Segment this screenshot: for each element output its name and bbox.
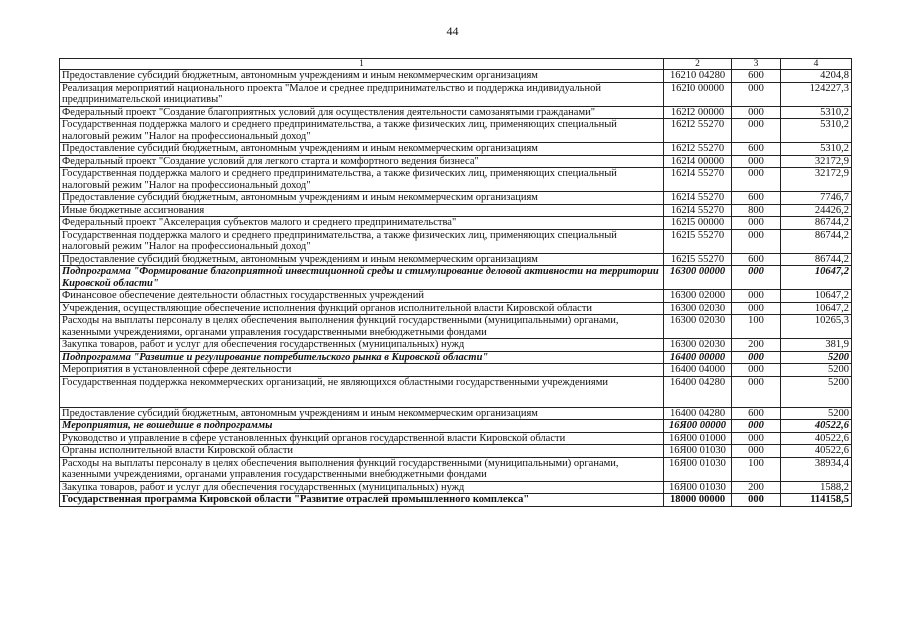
vr-code-cell: 000 bbox=[732, 266, 781, 290]
amount-cell: 1588,2 bbox=[781, 481, 852, 494]
amount-cell: 381,9 bbox=[781, 339, 852, 352]
vr-code-cell: 200 bbox=[732, 481, 781, 494]
amount-cell: 24426,2 bbox=[781, 204, 852, 217]
table-row bbox=[60, 155, 852, 168]
row-name-cell: Предоставление субсидий бюджетным, автономным учреждениям и иным некоммерческим организациям bbox=[60, 407, 664, 420]
table-row bbox=[60, 494, 852, 507]
table-body bbox=[60, 70, 852, 507]
table-row bbox=[60, 376, 852, 407]
vr-code-cell: 000 bbox=[732, 229, 781, 253]
table-row bbox=[60, 119, 852, 143]
amount-cell: 10647,2 bbox=[781, 290, 852, 303]
csr-code-cell: 16300 02030 bbox=[664, 315, 732, 339]
csr-code-cell: 16300 00000 bbox=[664, 266, 732, 290]
amount-cell: 7746,7 bbox=[781, 192, 852, 205]
table-row bbox=[60, 339, 852, 352]
row-name-cell: Федеральный проект "Акселерация субъектов малого и среднего предпринимательства" bbox=[60, 217, 664, 230]
vr-code-cell: 600 bbox=[732, 70, 781, 83]
amount-cell: 40522,6 bbox=[781, 432, 852, 445]
table-row bbox=[60, 351, 852, 364]
csr-code-cell: 16300 02030 bbox=[664, 302, 732, 315]
vr-code-cell: 000 bbox=[732, 168, 781, 192]
amount-cell: 86744,2 bbox=[781, 217, 852, 230]
row-name-cell: Государственная поддержка малого и среднего предпринимательства, а также физических лиц, применяющих специальный налоговый режим "Налог на профессиональный доход" bbox=[60, 229, 664, 253]
row-name-cell: Государственная поддержка малого и среднего предпринимательства, а также физических лиц, применяющих специальный налоговый режим "Налог на профессиональный доход" bbox=[60, 168, 664, 192]
row-name-cell: Федеральный проект "Создание благоприятных условий для осуществления деятельности самозанятыми гражданами" bbox=[60, 106, 664, 119]
csr-code-cell: 18000 00000 bbox=[664, 494, 732, 507]
row-name-cell: Государственная поддержка малого и среднего предпринимательства, а также физических лиц, применяющих специальный налоговый режим "Налог на профессиональный доход" bbox=[60, 119, 664, 143]
vr-code-cell: 000 bbox=[732, 420, 781, 433]
table-row bbox=[60, 407, 852, 420]
row-name-cell: Реализация мероприятий национального проекта "Малое и среднее предпринимательство и поддержка индивидуальной предпринимательской инициативы" bbox=[60, 82, 664, 106]
csr-code-cell: 16400 00000 bbox=[664, 351, 732, 364]
vr-code-cell: 000 bbox=[732, 351, 781, 364]
row-name-cell: Мероприятия, не вошедшие в подпрограммы bbox=[60, 420, 664, 433]
column-number: 3 bbox=[732, 59, 781, 70]
vr-code-cell: 000 bbox=[732, 82, 781, 106]
table-row bbox=[60, 315, 852, 339]
csr-code-cell: 162I5 00000 bbox=[664, 217, 732, 230]
vr-code-cell: 600 bbox=[732, 143, 781, 156]
column-number: 2 bbox=[664, 59, 732, 70]
csr-code-cell: 162I5 55270 bbox=[664, 253, 732, 266]
row-name-cell: Государственная поддержка некоммерческих организаций, не являющихся областными государственными учреждениями bbox=[60, 376, 664, 407]
vr-code-cell: 000 bbox=[732, 155, 781, 168]
csr-code-cell: 16300 02030 bbox=[664, 339, 732, 352]
csr-code-cell: 16Я00 01030 bbox=[664, 445, 732, 458]
vr-code-cell: 600 bbox=[732, 253, 781, 266]
amount-cell: 4204,8 bbox=[781, 70, 852, 83]
csr-code-cell: 162I0 00000 bbox=[664, 82, 732, 106]
vr-code-cell: 000 bbox=[732, 376, 781, 407]
table-row bbox=[60, 457, 852, 481]
table-row bbox=[60, 168, 852, 192]
row-name-cell: Подпрограмма "Формирование благоприятной инвестиционной среды и стимулирование деловой активности на территории Кировской области" bbox=[60, 266, 664, 290]
row-name-cell: Государственная программа Кировской области "Развитие отраслей промышленного комплекса" bbox=[60, 494, 664, 507]
csr-code-cell: 162I4 55270 bbox=[664, 192, 732, 205]
csr-code-cell: 16300 02000 bbox=[664, 290, 732, 303]
vr-code-cell: 800 bbox=[732, 204, 781, 217]
amount-cell: 10647,2 bbox=[781, 266, 852, 290]
csr-code-cell: 16Я00 00000 bbox=[664, 420, 732, 433]
table-row bbox=[60, 266, 852, 290]
table-row bbox=[60, 70, 852, 83]
vr-code-cell: 000 bbox=[732, 106, 781, 119]
csr-code-cell: 162I4 55270 bbox=[664, 204, 732, 217]
row-name-cell: Подпрограмма "Развитие и регулирование потребительского рынка в Кировской области" bbox=[60, 351, 664, 364]
amount-cell: 5200 bbox=[781, 407, 852, 420]
table-row bbox=[60, 204, 852, 217]
row-name-cell: Расходы на выплаты персоналу в целях обеспечения выполнения функций государственными (муниципальными) органами, казенными учреждениями, органами управления государственными внебюджетными фондами bbox=[60, 315, 664, 339]
vr-code-cell: 000 bbox=[732, 302, 781, 315]
vr-code-cell: 000 bbox=[732, 290, 781, 303]
csr-code-cell: 16Я00 01000 bbox=[664, 432, 732, 445]
vr-code-cell: 000 bbox=[732, 445, 781, 458]
row-name-cell: Финансовое обеспечение деятельности областных государственных учреждений bbox=[60, 290, 664, 303]
amount-cell: 5310,2 bbox=[781, 143, 852, 156]
row-name-cell: Руководство и управление в сфере установленных функций органов государственной власти Кировской области bbox=[60, 432, 664, 445]
amount-cell: 10265,3 bbox=[781, 315, 852, 339]
amount-cell: 5310,2 bbox=[781, 106, 852, 119]
column-number: 1 bbox=[60, 59, 664, 70]
csr-code-cell: 16400 04000 bbox=[664, 364, 732, 377]
column-number-row bbox=[60, 59, 852, 70]
csr-code-cell: 162I4 00000 bbox=[664, 155, 732, 168]
row-name-cell: Учреждения, осуществляющие обеспечение исполнения функций органов исполнительной власти Кировской области bbox=[60, 302, 664, 315]
table-row bbox=[60, 229, 852, 253]
amount-cell: 5200 bbox=[781, 351, 852, 364]
csr-code-cell: 162I2 55270 bbox=[664, 119, 732, 143]
amount-cell: 5200 bbox=[781, 376, 852, 407]
amount-cell: 124227,3 bbox=[781, 82, 852, 106]
csr-code-cell: 162I4 55270 bbox=[664, 168, 732, 192]
amount-cell: 32172,9 bbox=[781, 168, 852, 192]
page-number: 44 bbox=[446, 24, 459, 38]
csr-code-cell: 16210 04280 bbox=[664, 70, 732, 83]
row-name-cell: Закупка товаров, работ и услуг для обеспечения государственных (муниципальных) нужд bbox=[60, 481, 664, 494]
table-row bbox=[60, 143, 852, 156]
amount-cell: 5200 bbox=[781, 364, 852, 377]
table-row bbox=[60, 420, 852, 433]
csr-code-cell: 16Я00 01030 bbox=[664, 481, 732, 494]
amount-cell: 5310,2 bbox=[781, 119, 852, 143]
amount-cell: 86744,2 bbox=[781, 229, 852, 253]
column-number: 4 bbox=[781, 59, 852, 70]
amount-cell: 86744,2 bbox=[781, 253, 852, 266]
table-row bbox=[60, 432, 852, 445]
row-name-cell: Предоставление субсидий бюджетным, автономным учреждениям и иным некоммерческим организациям bbox=[60, 253, 664, 266]
table-row bbox=[60, 106, 852, 119]
table-row bbox=[60, 445, 852, 458]
csr-code-cell: 162I2 55270 bbox=[664, 143, 732, 156]
vr-code-cell: 000 bbox=[732, 217, 781, 230]
vr-code-cell: 100 bbox=[732, 457, 781, 481]
amount-cell: 32172,9 bbox=[781, 155, 852, 168]
table-row bbox=[60, 302, 852, 315]
amount-cell: 114158,5 bbox=[781, 494, 852, 507]
amount-cell: 40522,6 bbox=[781, 445, 852, 458]
row-name-cell: Предоставление субсидий бюджетным, автономным учреждениям и иным некоммерческим организациям bbox=[60, 143, 664, 156]
row-name-cell: Федеральный проект "Создание условий для легкого старта и комфортного ведения бизнеса" bbox=[60, 155, 664, 168]
amount-cell: 38934,4 bbox=[781, 457, 852, 481]
budget-table bbox=[59, 58, 852, 507]
csr-code-cell: 162I2 00000 bbox=[664, 106, 732, 119]
vr-code-cell: 200 bbox=[732, 339, 781, 352]
amount-cell: 40522,6 bbox=[781, 420, 852, 433]
table-row bbox=[60, 217, 852, 230]
vr-code-cell: 000 bbox=[732, 494, 781, 507]
table-row bbox=[60, 290, 852, 303]
csr-code-cell: 16400 04280 bbox=[664, 407, 732, 420]
table-row bbox=[60, 82, 852, 106]
vr-code-cell: 600 bbox=[732, 192, 781, 205]
vr-code-cell: 000 bbox=[732, 119, 781, 143]
csr-code-cell: 162I5 55270 bbox=[664, 229, 732, 253]
row-name-cell: Закупка товаров, работ и услуг для обеспечения государственных (муниципальных) нужд bbox=[60, 339, 664, 352]
table-row bbox=[60, 253, 852, 266]
csr-code-cell: 16Я00 01030 bbox=[664, 457, 732, 481]
amount-cell: 10647,2 bbox=[781, 302, 852, 315]
table-row bbox=[60, 481, 852, 494]
row-name-cell: Мероприятия в установленной сфере деятельности bbox=[60, 364, 664, 377]
csr-code-cell: 16400 04280 bbox=[664, 376, 732, 407]
vr-code-cell: 000 bbox=[732, 432, 781, 445]
row-name-cell: Предоставление субсидий бюджетным, автономным учреждениям и иным некоммерческим организациям bbox=[60, 192, 664, 205]
row-name-cell: Предоставление субсидий бюджетным, автономным учреждениям и иным некоммерческим организациям bbox=[60, 70, 664, 83]
table-row bbox=[60, 364, 852, 377]
vr-code-cell: 000 bbox=[732, 364, 781, 377]
row-name-cell: Органы исполнительной власти Кировской области bbox=[60, 445, 664, 458]
table-row bbox=[60, 192, 852, 205]
row-name-cell: Расходы на выплаты персоналу в целях обеспечения выполнения функций государственными (муниципальными) органами, казенными учреждениями, органами управления государственными внебюджетными фондами bbox=[60, 457, 664, 481]
vr-code-cell: 100 bbox=[732, 315, 781, 339]
vr-code-cell: 600 bbox=[732, 407, 781, 420]
row-name-cell: Иные бюджетные ассигнования bbox=[60, 204, 664, 217]
